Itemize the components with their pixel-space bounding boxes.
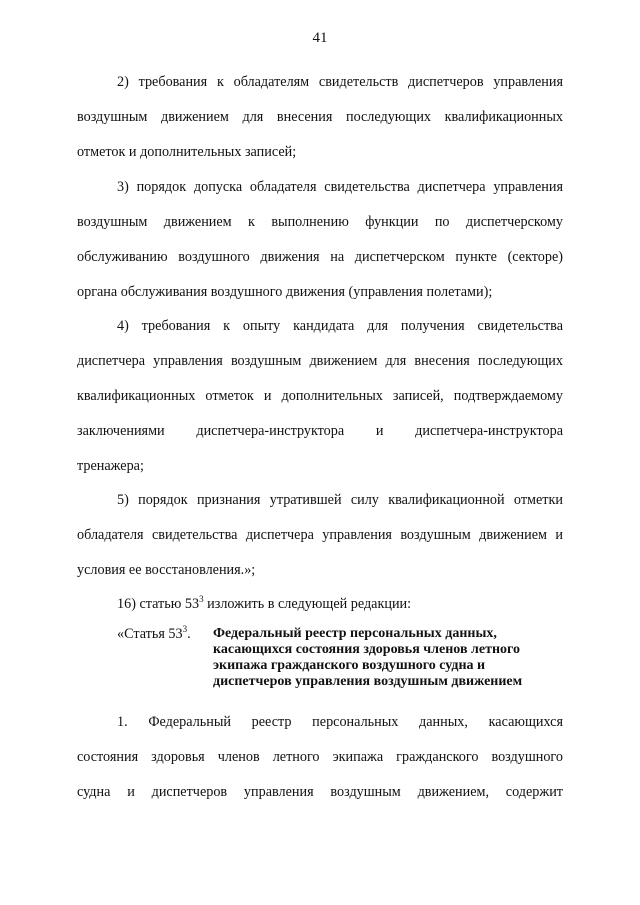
amendment-text-after: изложить в следующей редакции:	[203, 596, 412, 612]
text-line: обслуживанию воздушного движения на диспетчерском пункте (секторе)	[77, 249, 563, 265]
text-line: 4) требования к опыту кандидата для получения свидетельства	[117, 318, 563, 334]
text-line: состояния здоровья членов летного экипажа гражданского воздушного	[77, 749, 563, 765]
text-line: 2) требования к обладателям свидетельств диспетчеров управления	[117, 74, 563, 90]
amendment-line	[77, 594, 563, 614]
text-line: квалификационных отметок и дополнительных записей, подтверждаемому	[77, 388, 563, 404]
amendment-text-before: 16) статью 53	[117, 596, 200, 612]
text-line: органа обслуживания воздушного движения (управления полетами);	[77, 284, 493, 300]
text-line: 1. Федеральный реестр персональных данных, касающихся	[117, 714, 563, 730]
text-line: 3) порядок допуска обладателя свидетельства диспетчера управления	[117, 179, 563, 195]
text-line: отметок и дополнительных записей;	[77, 144, 297, 160]
text-line: заключениями диспетчера-инструктора и диспетчера-инструктора	[77, 423, 563, 439]
text-line: воздушным движением для внесения последующих квалификационных	[77, 109, 563, 125]
page-number: 41	[312, 30, 328, 46]
text-line: 5) порядок признания утратившей силу квалификационной отметки	[117, 492, 563, 508]
article-title-line: диспетчеров управления воздушным движением	[213, 674, 523, 689]
text-line: условия ее восстановления.»;	[77, 562, 256, 578]
article-title	[213, 626, 573, 690]
text-line: воздушным движением к выполнению функции по диспетчерскому	[77, 214, 563, 230]
amendment-sup: 3	[199, 594, 204, 604]
article-title-line: Федеральный реестр персональных данных,	[213, 626, 497, 641]
article-title-line: касающихся состояния здоровья членов летного	[213, 642, 521, 657]
text-line: судна и диспетчеров управления воздушным движением, содержит	[77, 784, 563, 800]
text-line: диспетчера управления воздушным движением для внесения последующих	[77, 353, 563, 369]
article-title-line: экипажа гражданского воздушного судна и	[213, 658, 486, 673]
text-line: тренажера;	[77, 458, 144, 474]
text-line: обладателя свидетельства диспетчера управления воздушным движением и	[77, 527, 563, 543]
article-label: «Статья $53^3$.	[117, 624, 191, 642]
